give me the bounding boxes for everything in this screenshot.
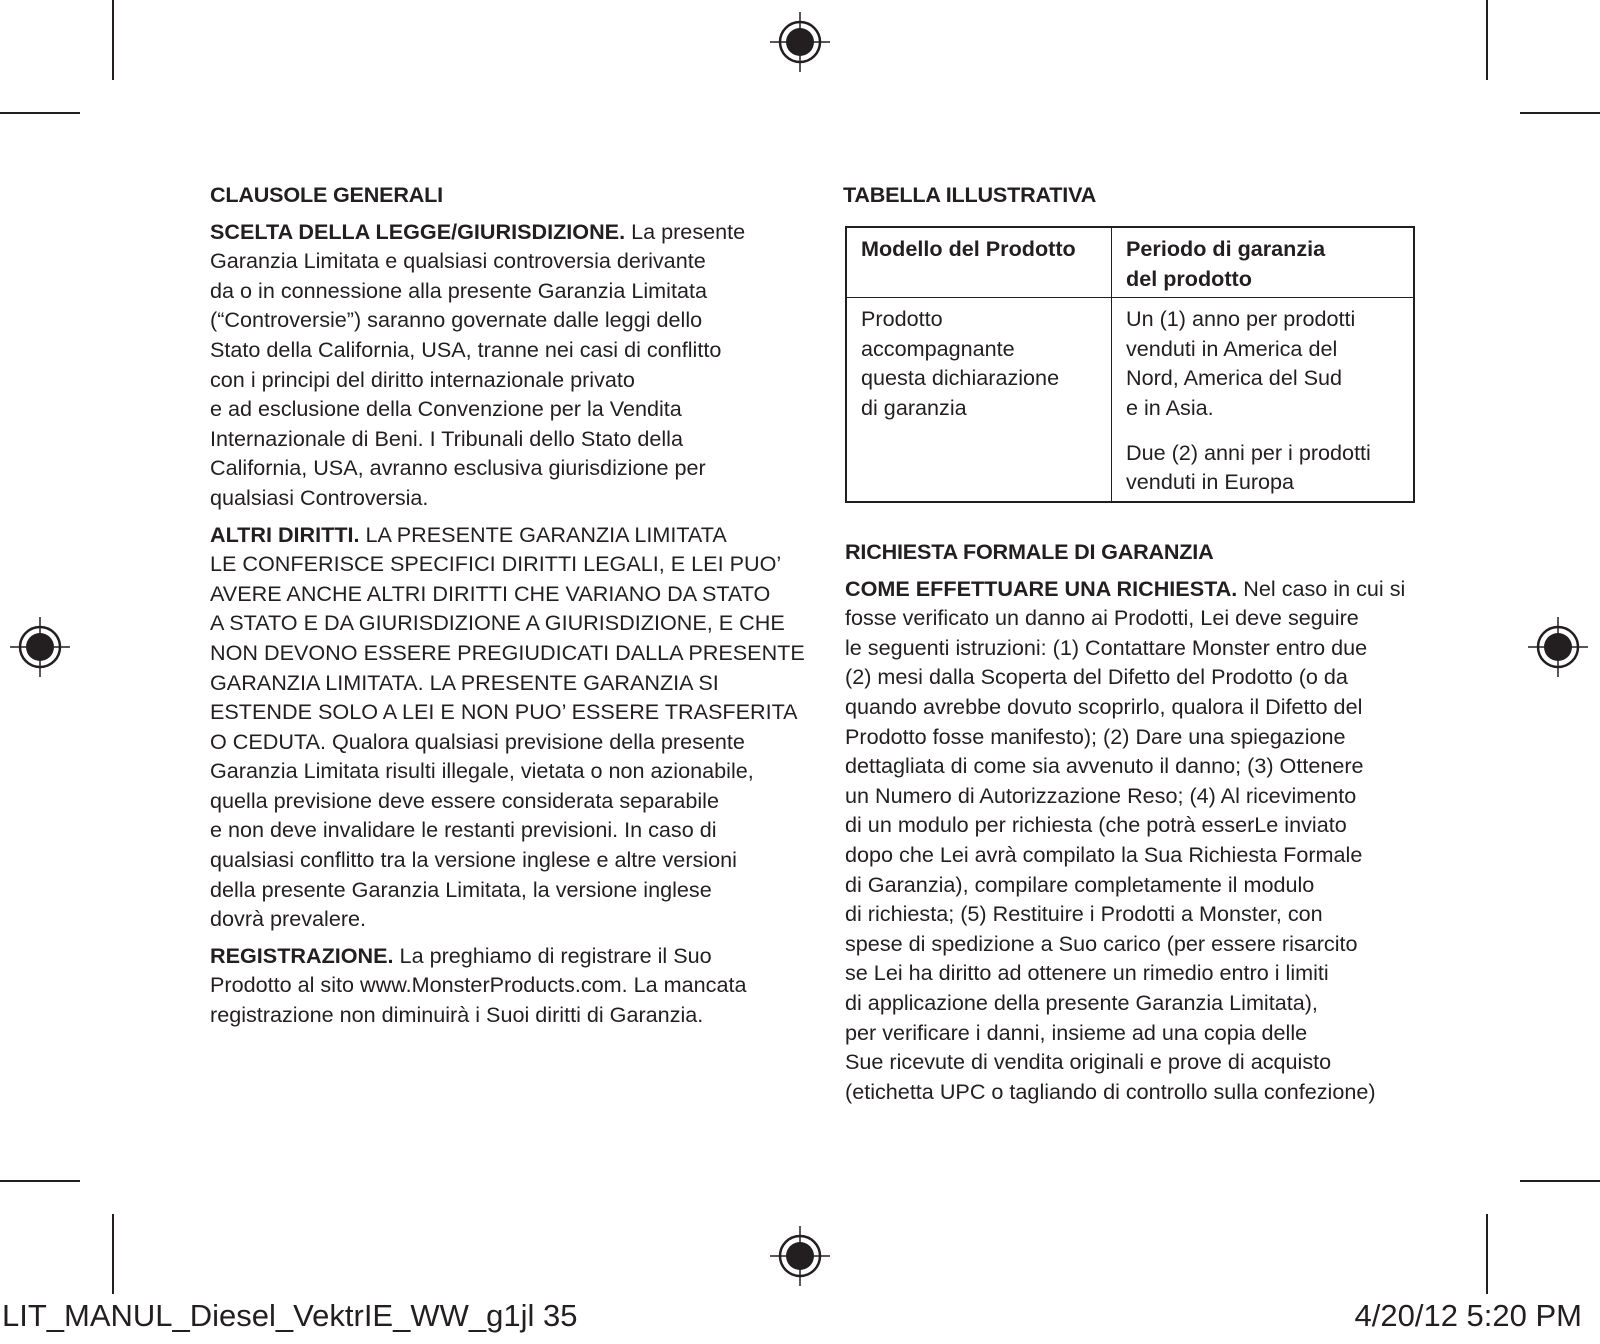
claim-paragraph-line: per verificare i danni, insieme ad una copia delle [845, 1019, 1308, 1045]
claim-paragraph-line: se Lei ha diritto ad ottenere un rimedio entro i limiti [845, 960, 1329, 986]
claim-paragraph-line: dopo che Lei avrà compilato la Sua Richiesta Formale [845, 841, 1363, 867]
right-column [843, 180, 1423, 210]
registration-paragraph-lead: REGISTRAZIONE. [210, 942, 394, 968]
rights-paragraph [210, 520, 805, 934]
rights-paragraph-line: quella previsione deve essere considerata separabile [210, 787, 719, 813]
footer-file-label: LIT_MANUL_Diesel_VektrIE_WW_g1jl 35 [2, 1298, 578, 1333]
claim-paragraph-line: le seguenti istruzioni: (1) Contattare Monster entro due [845, 634, 1368, 660]
claim-paragraph-line: dettagliata di come sia avvenuto il danno; (3) Ottenere [845, 753, 1364, 779]
registration-mark-bottom-icon [770, 1226, 830, 1286]
claim-paragraph-lead: COME EFFETTUARE UNA RICHIESTA. [845, 575, 1238, 601]
law-paragraph-line: California, USA, avranno esclusiva giurisdizione per [210, 455, 706, 481]
rights-paragraph-line: LE CONFERISCE SPECIFICI DIRITTI LEGALI, E LEI PUO’ [210, 551, 782, 577]
rights-paragraph-line: della presente Garanzia Limitata, la versione inglese [210, 876, 712, 902]
rights-paragraph-line: GARANZIA LIMITATA. LA PRESENTE GARANZIA SI [210, 669, 719, 695]
rights-paragraph-line: AVERE ANCHE ALTRI DIRITTI CHE VARIANO DA STATO [210, 580, 771, 606]
law-paragraph-line: Garanzia Limitata e qualsiasi controversia derivante [210, 248, 706, 274]
crop-mark-top-left-vertical [112, 0, 114, 80]
claim-heading: RICHIESTA FORMALE DI GARANZIA [845, 539, 1214, 564]
law-paragraph-line: con i principi del diritto internazionale privato [210, 366, 635, 392]
table-heading: TABELLA ILLUSTRATIVA [843, 182, 1097, 207]
crop-mark-bottom-left-horizontal [0, 1180, 80, 1182]
claim-paragraph-line: di un modulo per richiesta (che potrà esserLe inviato [845, 812, 1347, 838]
crop-mark-top-left-horizontal [0, 112, 80, 114]
law-paragraph-line: Internazionale di Beni. I Tribunali dello Stato della [210, 425, 683, 451]
crop-mark-bottom-left-vertical [112, 1214, 114, 1294]
claim-paragraph-line: un Numero di Autorizzazione Reso; (4) Al ricevimento [845, 782, 1357, 808]
law-paragraph-line: Stato della California, USA, tranne nei casi di conflitto [210, 336, 722, 362]
claim-paragraph-line: quando avrebbe dovuto scoprirlo, qualora il Difetto del [845, 693, 1363, 719]
table-cell-period: Un (1) anno per prodotti venduti in America del Nord, America del Sud e in Asia. Due (2) anni per i prodotti venduti in Europa [1112, 298, 1415, 502]
claim-paragraph-line: di Garanzia), compilare completamente il modulo [845, 871, 1315, 897]
left-column [210, 180, 805, 1037]
registration-paragraph [210, 941, 790, 1030]
registration-paragraph-line: REGISTRAZIONE. La preghiamo di registrare il Suo [210, 942, 712, 968]
claim-paragraph [845, 574, 1425, 1107]
law-paragraph-line: qualsiasi Controversia. [210, 484, 429, 510]
law-paragraph-line: da o in connessione alla presente Garanzia Limitata [210, 277, 707, 303]
registration-mark-top-icon [770, 12, 830, 72]
claim-paragraph-line: di applicazione della presente Garanzia Limitata), [845, 989, 1318, 1015]
registration-paragraph-line: Prodotto al sito www.MonsterProducts.com. La mancata [210, 972, 747, 998]
claim-paragraph-line: spese di spedizione a Suo carico (per essere risarcito [845, 930, 1358, 956]
rights-paragraph-line: ESTENDE SOLO A LEI E NON PUO’ ESSERE TRASFERITA [210, 699, 798, 725]
law-paragraph [210, 217, 790, 513]
law-paragraph-line: SCELTA DELLA LEGGE/GIURISDIZIONE. La presente [210, 218, 746, 244]
registration-paragraph-line: registrazione non diminuirà i Suoi diritti di Garanzia. [210, 1002, 704, 1028]
footer-date-time: 4/20/12 5:20 PM [1354, 1298, 1582, 1333]
rights-paragraph-line: qualsiasi conflitto tra la versione inglese e altre versioni [210, 847, 737, 873]
rights-paragraph-line: A STATO E DA GIURISDIZIONE A GIURISDIZIONE, E CHE [210, 610, 785, 636]
rights-paragraph-line: Garanzia Limitata risulti illegale, vietata o non azionabile, [210, 758, 754, 784]
table-row [846, 298, 1414, 502]
rights-paragraph-line: e non deve invalidare le restanti previsioni. In caso di [210, 817, 717, 843]
table-header-warranty-period: Periodo di garanzia del prodotto [1112, 227, 1415, 298]
rights-paragraph-line: O CEDUTA. Qualora qualsiasi previsione della presente [210, 728, 745, 754]
claim-paragraph-line: (2) mesi dalla Scoperta del Difetto del Prodotto (o da [845, 664, 1348, 690]
crop-mark-top-right-vertical [1486, 0, 1488, 80]
claim-section [845, 537, 1425, 1106]
claim-paragraph-line: Prodotto fosse manifesto); (2) Dare una spiegazione [845, 723, 1346, 749]
warranty-table [845, 226, 1415, 503]
law-paragraph-lead: SCELTA DELLA LEGGE/GIURISDIZIONE. [210, 218, 626, 244]
claim-paragraph-line: di richiesta; (5) Restituire i Prodotti a Monster, con [845, 901, 1323, 927]
rights-paragraph-line: ALTRI DIRITTI. LA PRESENTE GARANZIA LIMITATA [210, 521, 727, 547]
section-heading-general-clauses: CLAUSOLE GENERALI [210, 182, 443, 207]
claim-paragraph-line: fosse verificato un danno ai Prodotti, Lei deve seguire [845, 605, 1359, 631]
crop-mark-top-right-horizontal [1520, 112, 1600, 114]
claim-paragraph-line: Sue ricevute di vendita originali e prove di acquisto [845, 1049, 1332, 1075]
crop-mark-bottom-right-horizontal [1520, 1180, 1600, 1182]
claim-paragraph-line: COME EFFETTUARE UNA RICHIESTA. Nel caso in cui si [845, 575, 1406, 601]
rights-paragraph-line: NON DEVONO ESSERE PREGIUDICATI DALLA PRESENTE [210, 639, 805, 665]
claim-paragraph-line: (etichetta UPC o tagliando di controllo sulla confezione) [845, 1078, 1376, 1104]
crop-mark-bottom-right-vertical [1486, 1214, 1488, 1294]
law-paragraph-line: e ad esclusione della Convenzione per la Vendita [210, 396, 682, 422]
rights-paragraph-line: dovrà prevalere. [210, 906, 367, 932]
registration-mark-right-icon [1528, 617, 1588, 677]
registration-mark-left-icon [10, 617, 70, 677]
table-cell-product: Prodotto accompagnante questa dichiarazione di garanzia [846, 298, 1112, 502]
table-header-row [846, 227, 1414, 298]
rights-paragraph-lead: ALTRI DIRITTI. [210, 521, 360, 547]
table-header-product-model: Modello del Prodotto [846, 227, 1112, 298]
law-paragraph-line: (“Controversie”) saranno governate dalle leggi dello [210, 307, 703, 333]
